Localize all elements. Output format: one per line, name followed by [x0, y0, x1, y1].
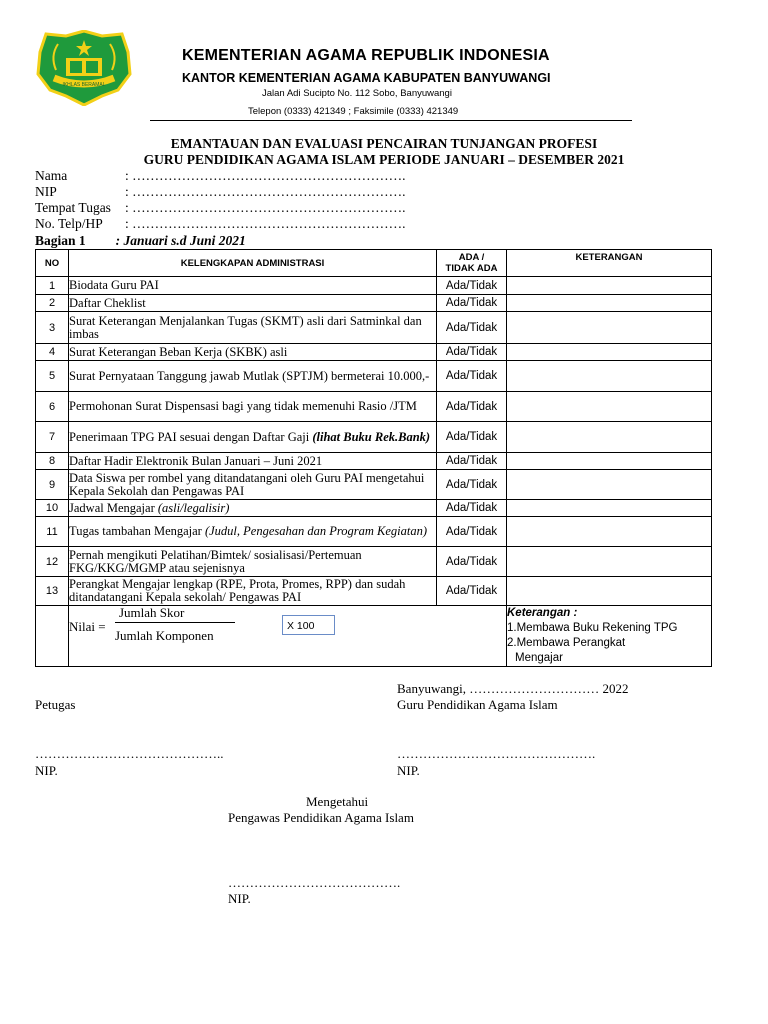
row-status: Ada/Tidak	[437, 547, 507, 577]
row-item-text: Jadwal Mengajar	[69, 500, 158, 515]
row-item-text: Tugas tambahan Mengajar	[69, 524, 205, 538]
row-item	[69, 422, 437, 453]
row-number: 10	[36, 500, 69, 517]
row-keterangan	[507, 577, 712, 606]
table-row	[36, 277, 712, 295]
row-item-text: Daftar Hadir Elektronik Bulan Januari – Juni 2021	[69, 453, 323, 468]
row-item-text: Surat Keterangan Beban Kerja (SKBK) asli	[69, 344, 288, 359]
row-keterangan	[507, 312, 712, 344]
nilai-empty-cell	[36, 606, 69, 667]
row-item-text: Pernah mengikuti Pelatihan/Bimtek/ sosialisasi/Pertemuan FKG/KKG/MGMP atau sejenisnya	[69, 547, 362, 575]
row-number: 3	[36, 312, 69, 344]
table-row	[36, 500, 712, 517]
table-row	[36, 547, 712, 577]
row-item-note: (lihat Buku Rek.Bank)	[312, 429, 431, 444]
row-keterangan	[507, 547, 712, 577]
row-status: Ada/Tidak	[437, 277, 507, 295]
col-header-ada-line2: TIDAK ADA	[445, 263, 498, 274]
nilai-denominator: Jumlah Komponen	[115, 628, 214, 643]
row-item	[69, 361, 437, 392]
identity-row-nama	[35, 168, 406, 184]
col-header-no: NO	[36, 250, 69, 277]
col-header-ada	[437, 250, 507, 277]
nilai-formula	[69, 607, 506, 665]
section-label	[35, 233, 246, 249]
row-number: 11	[36, 517, 69, 547]
identity-value: : …………………………………………………….	[125, 200, 406, 215]
row-keterangan	[507, 500, 712, 517]
ministry-name: KEMENTERIAN AGAMA REPUBLIK INDONESIA	[182, 47, 550, 64]
officer-signature-line: ……………………………………..	[35, 746, 224, 761]
logo-motto: IKHLAS BERAMAL	[62, 82, 106, 88]
nilai-formula-cell	[69, 606, 507, 667]
teacher-role: Guru Pendidikan Agama Islam	[397, 697, 558, 712]
row-item-text: Permohonan Surat Dispensasi bagi yang tidak memenuhi Rasio /JTM	[69, 399, 417, 413]
nilai-label: Nilai =	[69, 619, 106, 634]
row-item	[69, 470, 437, 500]
row-number: 13	[36, 577, 69, 606]
row-item	[69, 577, 437, 606]
row-number: 12	[36, 547, 69, 577]
row-status: Ada/Tidak	[437, 344, 507, 361]
row-item-note: (Judul, Pengesahan dan Program Kegiatan)	[204, 524, 428, 538]
row-item-note: (asli/legalisir)	[157, 500, 230, 515]
table-row	[36, 344, 712, 361]
row-status: Ada/Tidak	[437, 361, 507, 392]
row-keterangan	[507, 517, 712, 547]
row-status: Ada/Tidak	[437, 312, 507, 344]
section-number: Bagian 1	[35, 233, 86, 248]
place-date: Banyuwangi, ………………………… 2022	[397, 681, 629, 696]
row-item	[69, 344, 437, 361]
row-status: Ada/Tidak	[437, 295, 507, 312]
kemenag-logo-emblem	[36, 30, 132, 106]
row-keterangan	[507, 422, 712, 453]
identity-value: : …………………………………………………….	[125, 168, 406, 183]
table-row	[36, 295, 712, 312]
officer-nip: NIP.	[35, 763, 58, 778]
row-keterangan	[507, 295, 712, 312]
row-item	[69, 547, 437, 577]
row-keterangan	[507, 361, 712, 392]
row-item-text: Data Siswa per rombel yang ditandatangani oleh Guru PAI mengetahui Kepala Sekolah dan Pengawas PAI	[69, 470, 425, 498]
multiplier-box: X 100	[282, 615, 335, 635]
table-row	[36, 517, 712, 547]
keterangan-item: 2.Membawa Perangkat	[507, 637, 626, 649]
teacher-signature-line: ……………………………………….	[397, 746, 596, 761]
fraction-bar	[115, 622, 235, 623]
row-status: Ada/Tidak	[437, 470, 507, 500]
row-item	[69, 517, 437, 547]
table-row	[36, 453, 712, 470]
nilai-row	[36, 606, 712, 667]
supervisor-nip: NIP.	[228, 891, 251, 906]
document-title-line2: GURU PENDIDIKAN AGAMA ISLAM PERIODE JANUARI – DESEMBER 2021	[143, 152, 625, 167]
checklist-table	[35, 249, 712, 667]
supervisor-signature-line: ………………………………….	[228, 875, 401, 890]
row-status: Ada/Tidak	[437, 577, 507, 606]
row-number: 5	[36, 361, 69, 392]
row-item-text: Penerimaan TPG PAI sesuai dengan Daftar Gaji	[69, 429, 313, 444]
keterangan-title: Keterangan :	[507, 607, 578, 619]
row-item	[69, 295, 437, 312]
row-number: 9	[36, 470, 69, 500]
col-header-keterangan: KETERANGAN	[507, 250, 712, 277]
keterangan-notes	[507, 606, 712, 667]
acknowledged-label: Mengetahui	[306, 794, 369, 809]
row-number: 4	[36, 344, 69, 361]
row-item	[69, 500, 437, 517]
row-keterangan	[507, 392, 712, 422]
row-keterangan	[507, 470, 712, 500]
row-status: Ada/Tidak	[437, 422, 507, 453]
officer-role: Petugas	[35, 697, 76, 712]
row-item	[69, 277, 437, 295]
table-row	[36, 470, 712, 500]
table-row	[36, 361, 712, 392]
row-item	[69, 392, 437, 422]
identity-row-tempat-tugas	[35, 200, 406, 216]
office-address: Jalan Adi Sucipto No. 112 Sobo, Banyuwangi	[262, 88, 452, 99]
identity-label: Tempat Tugas	[35, 200, 111, 215]
row-item-text: Surat Keterangan Menjalankan Tugas (SKMT) asli dari Satminkal dan imbas	[69, 313, 422, 341]
col-header-item: KELENGKAPAN ADMINISTRASI	[69, 250, 437, 277]
document-title-line1: EMANTAUAN DAN EVALUASI PENCAIRAN TUNJANGAN PROFESI	[170, 136, 598, 151]
office-name: KANTOR KEMENTERIAN AGAMA KABUPATEN BANYUWANGI	[182, 71, 551, 85]
identity-label: Nama	[35, 168, 68, 183]
row-keterangan	[507, 277, 712, 295]
identity-row-nip	[35, 184, 406, 200]
table-row	[36, 422, 712, 453]
row-number: 7	[36, 422, 69, 453]
row-status: Ada/Tidak	[437, 517, 507, 547]
identity-label: No. Telp/HP	[35, 216, 103, 231]
row-item-text: Surat Pernyataan Tanggung jawab Mutlak (SPTJM) bermeterai 10.000,-	[69, 368, 430, 383]
keterangan-item: 1.Membawa Buku Rekening TPG	[507, 622, 678, 634]
row-item-text: Biodata Guru PAI	[69, 278, 159, 292]
row-item	[69, 312, 437, 344]
supervisor-role: Pengawas Pendidikan Agama Islam	[228, 810, 414, 825]
identity-value: : …………………………………………………….	[125, 216, 406, 231]
row-number: 2	[36, 295, 69, 312]
table-header-row	[36, 250, 712, 277]
nilai-numerator: Jumlah Skor	[119, 605, 185, 620]
section-period: : Januari s.d Juni 2021	[115, 233, 246, 248]
row-keterangan	[507, 344, 712, 361]
table-row	[36, 577, 712, 606]
row-item	[69, 453, 437, 470]
row-keterangan	[507, 453, 712, 470]
identity-label: NIP	[35, 184, 57, 199]
row-status: Ada/Tidak	[437, 500, 507, 517]
header-rule	[150, 120, 632, 121]
identity-row-telp	[35, 216, 406, 232]
row-number: 1	[36, 277, 69, 295]
teacher-nip: NIP.	[397, 763, 420, 778]
keterangan-item-cont: Mengajar	[515, 652, 563, 664]
row-number: 6	[36, 392, 69, 422]
col-header-ada-line1: ADA /	[458, 252, 485, 263]
office-phone: Telepon (0333) 421349 ; Faksimile (0333) 421349	[248, 106, 459, 117]
identity-value: : …………………………………………………….	[125, 184, 406, 199]
table-row	[36, 312, 712, 344]
row-item-text: Daftar Cheklist	[69, 295, 146, 310]
row-item-text: Perangkat Mengajar lengkap (RPE, Prota, Promes, RPP) dan sudah ditandatangani Kepala sekolah/ Pengawas PAI	[69, 577, 406, 604]
row-status: Ada/Tidak	[437, 453, 507, 470]
table-row	[36, 392, 712, 422]
row-number: 8	[36, 453, 69, 470]
row-status: Ada/Tidak	[437, 392, 507, 422]
